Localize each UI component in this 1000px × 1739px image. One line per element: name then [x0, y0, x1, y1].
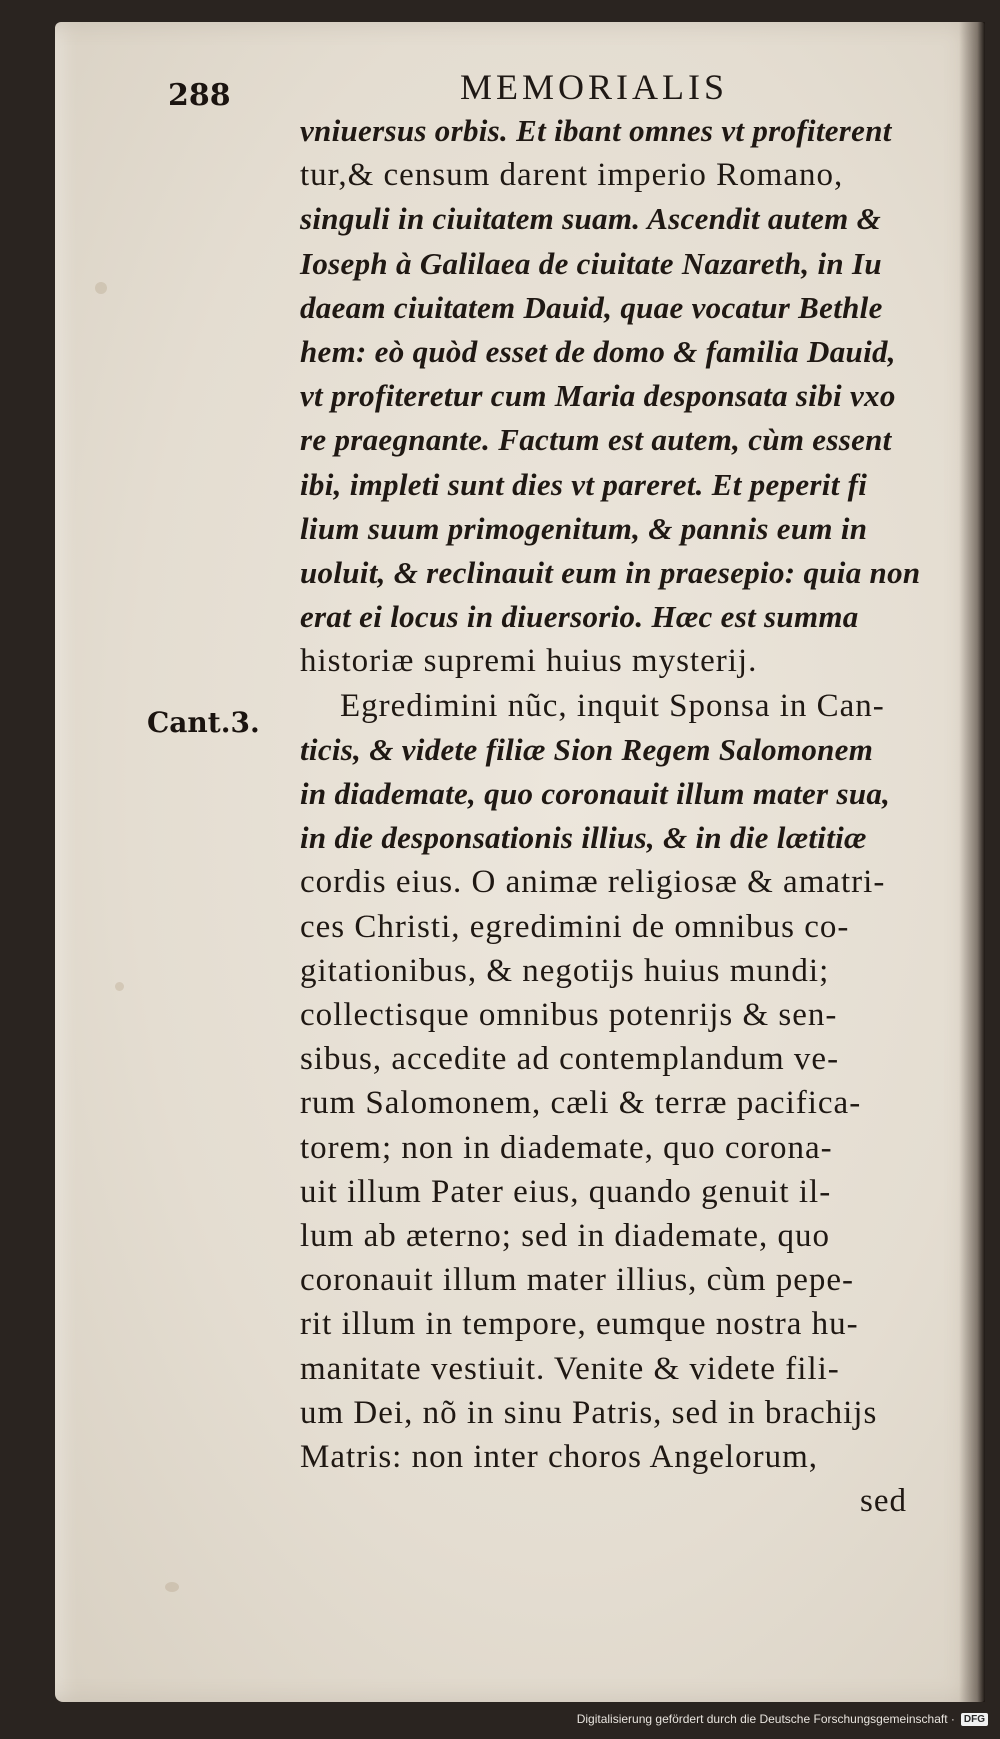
paper-stain — [115, 982, 124, 991]
text-line: gitationibus, & negotijs huius mundi; — [300, 952, 830, 989]
text-line: ces Christi, egredimini de omnibus co- — [300, 908, 850, 945]
footer-text: Digitalisierung gefördert durch die Deutsche Forschungsgemeinschaft · — [576, 1712, 955, 1726]
text-line: coronauit illum mater illius, cùm pepe- — [300, 1262, 855, 1299]
footer-credit — [577, 1709, 988, 1729]
text-line: Ioseph à Galilaea de ciuitate Nazareth, in Iu — [300, 245, 882, 281]
text-line: tur,& censum darent imperio Romano, — [300, 157, 844, 194]
text-line: lum ab æterno; sed in diademate, quo — [300, 1218, 830, 1254]
text-line: ticis, & videte filiæ Sion Regem Salomonem — [300, 731, 874, 767]
text-line: manitate vestiuit. Venite & videte fili- — [300, 1350, 840, 1387]
text-line: re praegnante. Factum est autem, cùm essent — [300, 422, 892, 458]
text-line: um Dei, nõ in sinu Patris, sed in brachijs — [300, 1394, 878, 1431]
text-line: in die desponsationis illius, & in die lætitiæ — [300, 820, 867, 856]
text-line: Matris: non inter choros Angelorum, — [300, 1439, 819, 1475]
text-line: erat ei locus in diuersorio. Hæc est summa — [300, 599, 859, 635]
text-line: uoluit, & reclinauit eum in praesepio: quia non — [300, 555, 921, 590]
text-line: collectisque omnibus potenrijs & sen- — [300, 997, 838, 1033]
running-head: MEMORIALIS — [460, 67, 729, 107]
text-line: torem; non in diademate, quo corona- — [300, 1129, 833, 1166]
text-line: singuli in ciuitatem suam. Ascendit autem & — [300, 201, 882, 237]
text-line: hem: eò quòd esset de domo & familia Dauid, — [300, 334, 896, 369]
text-line: ibi, impleti sunt dies vt pareret. Et peperit fi — [300, 466, 868, 502]
text-line: uit illum Pater eius, quando genuit il- — [300, 1173, 832, 1210]
paper-stain — [165, 1582, 179, 1592]
text-line: historiæ supremi huius mysterij. — [300, 643, 758, 680]
page-number: 288 — [168, 78, 231, 113]
page-gutter-shadow — [959, 22, 985, 1702]
text-line: daeam ciuitatem Dauid, quae vocatur Bethle — [300, 289, 883, 325]
text-line: sibus, accedite ad contemplandum ve- — [300, 1041, 840, 1078]
text-line: Egredimini nũc, inquit Sponsa in Can- — [340, 687, 885, 724]
text-line: vt profiteretur cum Maria desponsata sibi vxo — [300, 378, 896, 414]
text-line: cordis eius. O animæ religiosæ & amatri- — [300, 864, 886, 901]
dfg-logo: DFG — [961, 1713, 988, 1726]
text-line: rum Salomonem, cæli & terræ pacifica- — [300, 1085, 862, 1122]
text-line: vniuersus orbis. Et ibant omnes vt profiterent — [300, 113, 892, 148]
text-line: in diademate, quo coronauit illum mater sua, — [300, 776, 891, 811]
text-line: lium suum primogenitum, & pannis eum in — [300, 510, 868, 546]
text-line: rit illum in tempore, eumque nostra hu- — [300, 1306, 859, 1343]
margin-note: Cant.3. — [147, 706, 260, 739]
paper-stain — [95, 282, 107, 294]
text-line: sed — [860, 1483, 907, 1520]
